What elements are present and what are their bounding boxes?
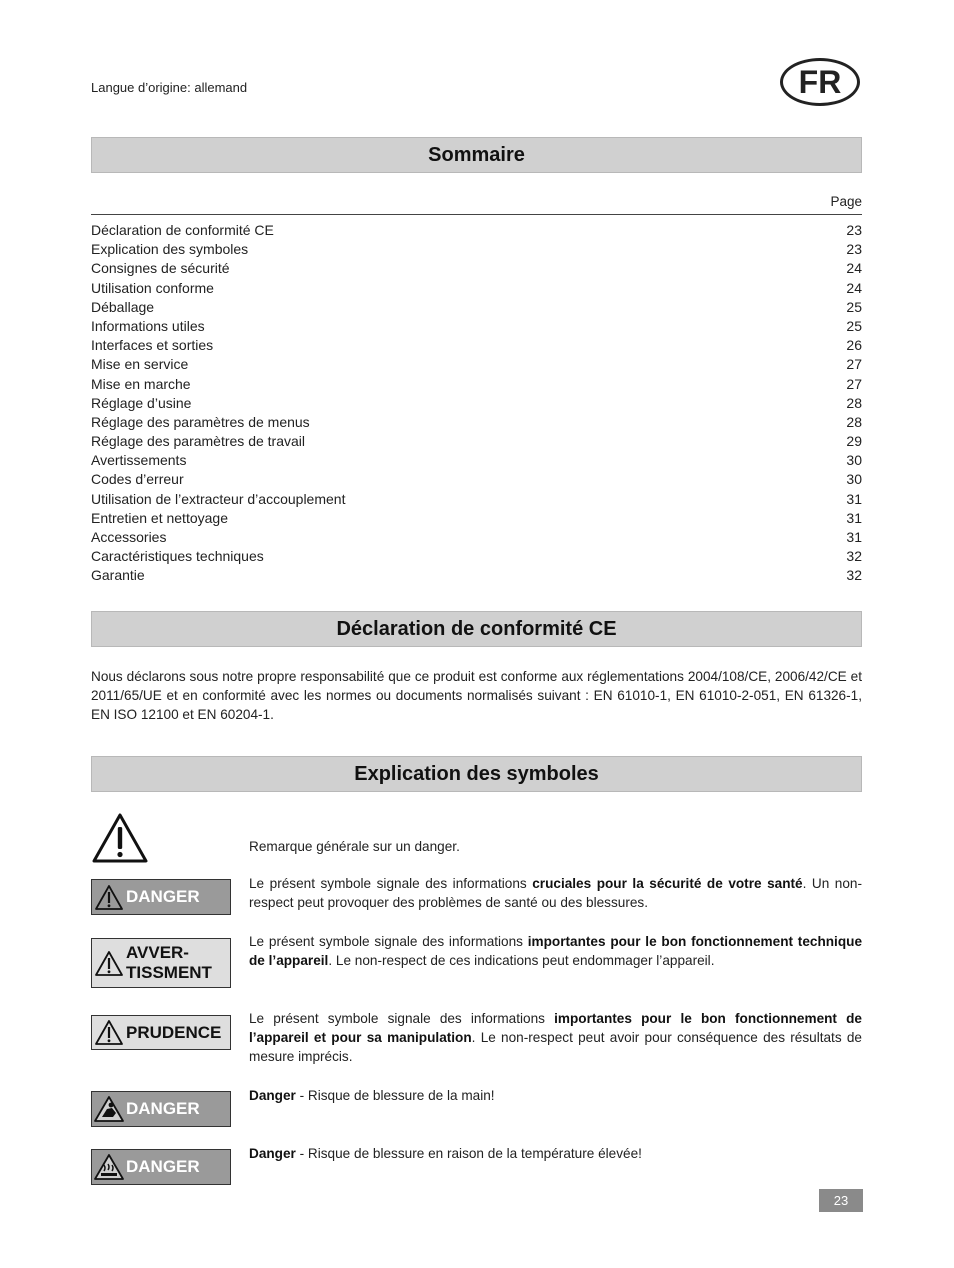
danger-badge-label: DANGER [126,887,200,906]
warning-text-post: . Le non-respect de ces indications peut endommager l’appareil. [328,953,715,968]
caution-text-bold: importantes pour le bon fonctionnement de l’appareil et pour sa manipulation [249,1011,862,1045]
toc-row[interactable] [91,547,862,566]
toc-row-label: Interfaces et sorties [91,337,214,354]
toc-row[interactable] [91,470,862,489]
toc-row[interactable] [91,221,862,240]
toc-row-label: Informations utiles [91,317,205,334]
toc-row-page: 32 [846,548,862,565]
toc-row-label: Réglage d’usine [91,394,192,411]
symbol-danger-text [249,874,862,912]
toc-row-page: 25 [846,317,862,334]
toc-row-page: 31 [846,529,862,545]
warning-triangle-icon [92,1018,126,1048]
toc-row-page: 26 [846,337,862,354]
declaration-section-title: Déclaration de conformité CE [91,611,862,647]
toc-row-page: 27 [846,375,862,392]
toc-row-label: Déclaration de conformité CE [91,222,274,238]
toc-row-page: 28 [846,413,862,430]
toc-row-page: 30 [846,452,862,469]
warning-triangle-icon [91,812,149,864]
symbols-section-title: Explication des symboles [91,756,862,792]
toc-row-label: Caractéristiques techniques [91,548,264,565]
toc-row-page: 31 [846,509,862,526]
hot-surface-icon [92,1152,126,1182]
toc-row-label: Réglage des paramètres de menus [91,413,310,430]
toc-row[interactable] [91,298,862,317]
toc-row-page: 32 [846,567,862,584]
symbol-caution-text [249,1009,862,1066]
table-of-contents [91,221,862,586]
toc-row[interactable] [91,451,862,470]
hand-text-bold: Danger [249,1088,296,1103]
toc-row-label: Garantie [91,567,145,584]
heat-danger-badge [91,1149,231,1185]
warning-triangle-icon [92,882,126,912]
danger-text-bold: cruciales pour la sécurité de votre santé [532,876,803,891]
toc-row[interactable] [91,259,862,278]
warning-triangle-icon [92,948,126,978]
toc-row-page: 23 [846,241,862,258]
toc-row[interactable] [91,509,862,528]
toc-row-page: 29 [846,433,862,450]
toc-row-page: 28 [846,394,862,411]
toc-row[interactable] [91,279,862,298]
toc-row-label: Mise en marche [91,375,191,392]
toc-row-label: Utilisation de l’extracteur d’accouplement [91,490,346,507]
heat-text-post: - Risque de blessure en raison de la température élevée! [295,1146,642,1161]
toc-row-label: Entretien et nettoyage [91,509,228,526]
warning-text-bold: importantes pour le bon fonctionnement technique de l’appareil [249,934,862,968]
warning-text-pre: Le présent symbole signale des informations [249,934,528,949]
original-language-note: Langue d’origine: allemand [91,80,248,95]
toc-divider [91,214,862,215]
toc-row[interactable] [91,528,862,547]
toc-row-page: 30 [846,471,862,488]
toc-row-page: 24 [846,279,862,296]
caution-badge [91,1015,231,1050]
toc-row[interactable] [91,566,862,585]
toc-row[interactable] [91,413,862,432]
toc-row-label: Explication des symboles [91,241,249,258]
hand-text-post: - Risque de blessure de la main! [295,1088,495,1103]
warning-badge-label-line1: AVVER- [126,943,189,962]
toc-row-page: 27 [846,356,862,373]
toc-row-label: Utilisation conforme [91,279,214,296]
language-badge: FR [780,58,860,106]
toc-row[interactable] [91,490,862,509]
toc-row-label: Mise en service [91,356,189,373]
caution-badge-label: PRUDENCE [126,1022,222,1042]
toc-row[interactable] [91,317,862,336]
toc-section-title: Sommaire [91,137,862,173]
toc-row[interactable] [91,394,862,413]
toc-row[interactable] [91,240,862,259]
hand-danger-badge-label: DANGER [126,1099,200,1118]
toc-row[interactable] [91,336,862,355]
toc-row-label: Codes d’erreur [91,471,184,488]
toc-row-page: 31 [846,490,862,507]
toc-row-page: 24 [846,260,862,277]
heat-text-bold: Danger [249,1146,296,1161]
warning-badge [91,938,231,988]
symbol-heat-text [249,1144,862,1163]
heat-danger-badge-label: DANGER [126,1157,200,1176]
danger-text-post: . Un non-respect peut provoquer des problèmes de santé ou des blessures. [249,876,862,910]
toc-row-page: 23 [846,222,862,238]
toc-row-label: Déballage [91,298,155,315]
warning-badge-label-line2: TISSMENT [126,963,212,982]
caution-text-post: . Le non-respect peut avoir pour conséquence des résultats de mesure imprécis. [249,1030,862,1064]
toc-page-header: Page [830,194,862,209]
toc-row[interactable] [91,375,862,394]
toc-row-label: Consignes de sécurité [91,260,230,277]
symbol-hand-text [249,1086,862,1105]
danger-badge [91,879,231,915]
hand-injury-icon [92,1094,126,1124]
symbol-warning-text [249,932,862,970]
toc-row[interactable] [91,355,862,374]
toc-row[interactable] [91,432,862,451]
declaration-text: Nous déclarons sous notre propre responsabilité que ce produit est conforme aux réglementations 2004/108/CE, 2006/42/CE et 2011/65/UE et en conformité avec les normes ou documents normalisés suivant : EN 61010-1, EN 61010-2-051, EN 61326-1, EN ISO 12100 et EN 60204-1. [91,669,862,722]
caution-text-pre: Le présent symbole signale des informations [249,1011,555,1026]
toc-row-label: Avertissements [91,452,187,469]
toc-row-label: Réglage des paramètres de travail [91,433,306,450]
warning-badge-label [126,943,212,983]
toc-row-label: Accessories [91,529,167,545]
page-number: 23 [819,1189,863,1212]
toc-row-page: 25 [846,298,862,315]
danger-text-pre: Le présent symbole signale des informations [249,876,533,891]
symbol-general-text: Remarque générale sur un danger. [249,839,460,854]
hand-danger-badge [91,1091,231,1127]
